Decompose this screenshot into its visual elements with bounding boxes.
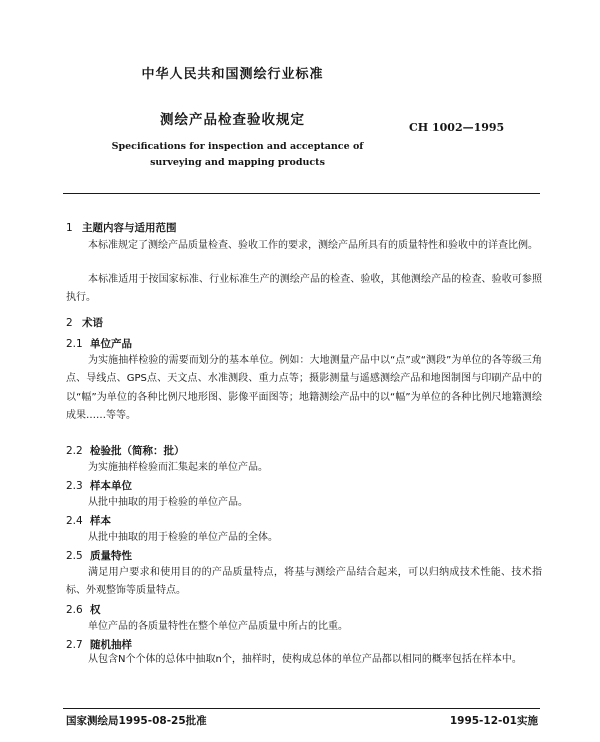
term-heading	[66, 336, 132, 351]
term-label: 检验批（简称：批）	[90, 445, 185, 457]
term-number: 2.1	[66, 338, 83, 350]
approval-date: 国家测绘局1995-08-25批准	[66, 715, 207, 727]
section-number: 1	[66, 222, 73, 234]
term-number: 2.2	[66, 445, 83, 457]
section-title: 主题内容与适用范围	[82, 222, 177, 234]
term-definition: 为实施抽样检验而汇集起来的单位产品。	[88, 462, 268, 473]
term-definition: 满足用户要求和使用目的的产品质量特点，将基与测绘产品结合起来，可以归纳成技术性能、技术指标、外观整饰等质量特点。	[66, 567, 542, 597]
term-label: 样本	[90, 515, 111, 527]
footer-divider	[63, 708, 540, 709]
term-definition: 从批中抽取的用于检验的单位产品的全体。	[88, 532, 278, 543]
term-heading	[66, 602, 101, 617]
term-heading	[66, 637, 132, 652]
term-label: 质量特性	[90, 550, 132, 562]
term-label: 样本单位	[90, 480, 132, 492]
term-definition: 从包含N个个体的总体中抽取n个，抽样时，使构成总体的单位产品都以相同的概率包括在样本中。	[88, 654, 522, 665]
header-divider	[63, 193, 540, 194]
section-1-heading	[66, 220, 177, 235]
term-number: 2.5	[66, 550, 83, 562]
term-definition: 为实施抽样检验的需要而划分的基本单位。例如：大地测量产品中以“点”或“测段”为单位的各等级三角点、导线点、GPS点、天文点、水准测段、重力点等；摄影测量与遥感测绘产品和地图制图与印刷产品中的以“幅”为单位的各种比例尺地形图、影像平面图等；地籍测绘产品中的以“幅”为单位的各种比例尺地籍测绘成果……等等。	[66, 355, 542, 421]
section-1-paragraph-1: 本标准规定了测绘产品质量检查、验收工作的要求，测绘产品所具有的质量特性和验收中的详查比例。	[88, 240, 538, 251]
term-number: 2.4	[66, 515, 83, 527]
term-label: 单位产品	[90, 338, 132, 350]
document-title-en-line1: Specifications for inspection and acceptance of	[111, 141, 364, 152]
term-label: 权	[90, 604, 101, 616]
term-heading	[66, 443, 185, 458]
term-number: 2.6	[66, 604, 83, 616]
issuing-authority: 中华人民共和国测绘行业标准	[141, 67, 324, 82]
section-1-paragraph-2: 本标准适用于按国家标准、行业标准生产的测绘产品的检查、验收，其他测绘产品的检查、验收可参照执行。	[66, 274, 542, 304]
document-title-en-line2: surveying and mapping products	[150, 157, 325, 168]
effective-date: 1995-12-01实施	[449, 715, 538, 727]
term-heading	[66, 548, 132, 563]
term-number: 2.3	[66, 480, 83, 492]
document-title-cn: 测绘产品检查验收规定	[160, 112, 305, 128]
section-number: 2	[66, 317, 73, 329]
section-2-heading	[66, 315, 103, 330]
term-number: 2.7	[66, 639, 83, 651]
term-definition: 从批中抽取的用于检验的单位产品。	[88, 497, 248, 508]
term-heading	[66, 513, 111, 528]
term-label: 随机抽样	[90, 639, 132, 651]
section-title: 术语	[82, 317, 103, 329]
standard-code: CH 1002—1995	[409, 121, 505, 134]
term-definition: 单位产品的各质量特性在整个单位产品质量中所占的比重。	[88, 621, 348, 632]
term-heading	[66, 478, 132, 493]
